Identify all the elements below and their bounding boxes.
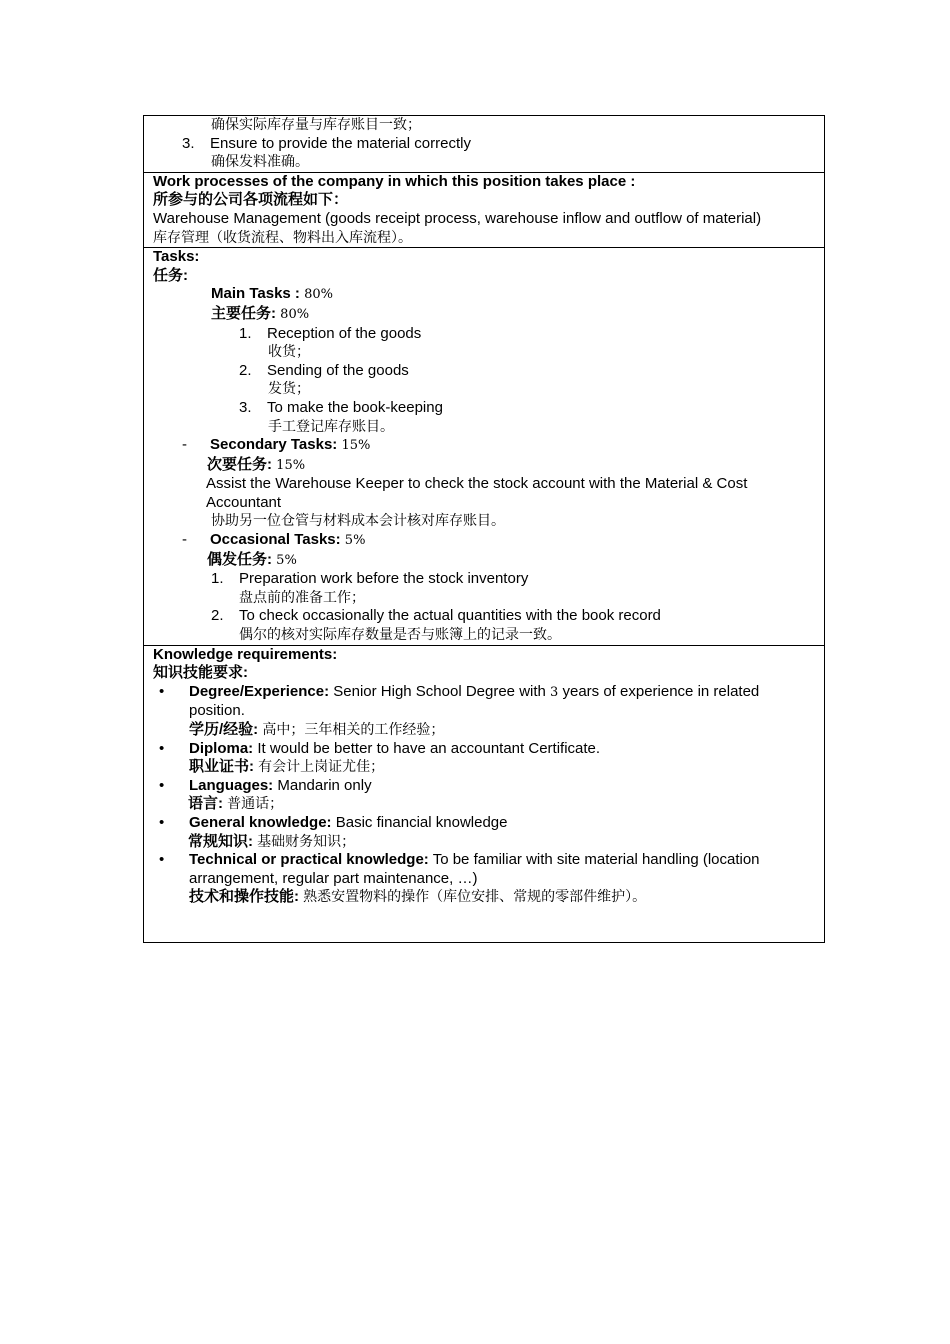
knowledge-item-diploma-zh <box>153 758 815 777</box>
main-tasks-zh-percent: 80% <box>280 306 310 322</box>
main-task-item-3 <box>153 399 815 418</box>
item-text: Mandarin only <box>277 776 372 794</box>
item-3-zh: 确保发料准确。 <box>211 154 309 171</box>
knowledge-heading-en: Knowledge requirements: <box>153 645 338 663</box>
knowledge-item-languages <box>153 777 815 796</box>
work-processes-cell <box>144 172 825 247</box>
job-description-table <box>143 115 825 943</box>
item-text: It would be better to have an accountant Certificate. <box>257 739 601 757</box>
main-tasks-label: Main Tasks : <box>211 285 300 303</box>
knowledge-heading-zh: 知识技能要求: <box>153 664 248 682</box>
occasional-tasks-zh-label: 偶发任务: <box>207 550 272 568</box>
item-zh-label: 语言: <box>188 795 223 813</box>
item-text: Senior High School Degree with <box>333 682 551 700</box>
main-tasks-percent: 80% <box>304 287 333 303</box>
main-task-item-2 <box>153 362 815 381</box>
knowledge-item-technical-wrap: arrangement, regular part maintenance, …) <box>189 869 478 887</box>
occasional-tasks-en <box>153 531 815 551</box>
item-zh-label: 技术和操作技能: <box>189 888 299 906</box>
item-3 <box>153 135 815 154</box>
item-zh-text: 有会计上岗证尤佳； <box>258 759 385 776</box>
item-zh-text: 基础财务知识； <box>257 833 356 850</box>
occasional-tasks-zh <box>153 551 815 571</box>
knowledge-item-degree <box>153 683 815 703</box>
item-zh-label: 常规知识: <box>188 832 253 850</box>
bullet-icon: • <box>159 851 165 869</box>
main-task-item-3-zh: 手工登记库存账目。 <box>268 418 394 435</box>
occasional-tasks-label: Occasional Tasks: <box>210 531 341 549</box>
item-label: Diploma: <box>189 739 254 757</box>
occasional-tasks-percent: 5% <box>344 533 366 549</box>
work-processes-heading-zh: 所参与的公司各项流程如下： <box>153 191 349 209</box>
item-number: 2. <box>239 361 252 379</box>
knowledge-item-technical-zh <box>153 888 815 907</box>
item-zh-label: 职业证书: <box>189 758 254 776</box>
item-number: 3. <box>239 398 252 416</box>
bullet-icon: • <box>159 739 165 757</box>
responsibilities-cell <box>144 116 825 173</box>
item-label: General knowledge: <box>189 813 332 831</box>
occasional-task-item-1 <box>153 570 815 589</box>
main-tasks-zh-label: 主要任务: <box>211 304 276 322</box>
item-2-zh: 确保实际库存量与库存账目一致； <box>211 117 421 133</box>
main-task-item-2-zh: 发货； <box>268 381 310 398</box>
secondary-tasks-text-2: Accountant <box>206 493 282 511</box>
dash-marker: - <box>182 436 187 454</box>
occasional-tasks-zh-percent: 5% <box>276 552 297 568</box>
secondary-tasks-zh-label: 次要任务: <box>207 455 272 473</box>
dash-marker: - <box>182 531 187 549</box>
item-text: Basic financial knowledge <box>335 813 508 831</box>
bullet-icon: • <box>159 776 165 794</box>
main-tasks-en <box>153 285 815 305</box>
work-processes-row <box>144 172 825 247</box>
knowledge-item-general-zh <box>153 833 815 852</box>
item-zh-label: 学历/经验: <box>189 721 259 738</box>
work-processes-body-en: Warehouse Management (goods receipt process, warehouse inflow and outflow of material) <box>153 209 762 227</box>
item-label: Degree/Experience: <box>189 682 330 700</box>
item-label: Technical or practical knowledge: <box>189 851 429 869</box>
item-3-number: 3. <box>182 134 195 152</box>
responsibilities-continuation-row <box>144 116 825 173</box>
occasional-task-item-1-zh: 盘点前的准备工作； <box>239 589 365 606</box>
work-processes-heading-en: Work processes of the company in which this position takes place : <box>153 172 636 190</box>
item-text: To be familiar with site material handling (location <box>432 851 760 869</box>
secondary-tasks-text-1: Assist the Warehouse Keeper to check the stock account with the Material & Cost <box>206 475 748 493</box>
item-zh-text: 高中；三年相关的工作经验； <box>262 722 445 738</box>
item-number: 3 <box>550 684 559 700</box>
knowledge-item-languages-zh <box>153 795 815 814</box>
knowledge-item-degree-wrap: position. <box>189 702 245 720</box>
knowledge-item-general <box>153 814 815 833</box>
tasks-cell <box>144 248 825 645</box>
main-task-item-1 <box>153 325 815 344</box>
work-processes-body-zh: 库存管理（收货流程、物料出入库流程）。 <box>153 229 412 246</box>
secondary-tasks-en <box>153 436 815 456</box>
occasional-task-item-2-zh: 偶尔的核对实际库存数量是否与账簿上的记录一致。 <box>239 627 561 644</box>
tasks-row <box>144 248 825 645</box>
secondary-tasks-zh <box>153 456 815 476</box>
knowledge-item-degree-zh <box>153 721 815 740</box>
item-text-cont: years of experience in related <box>558 682 760 700</box>
item-number: 1. <box>239 324 252 342</box>
knowledge-item-technical <box>153 851 815 870</box>
bullet-icon: • <box>159 682 165 700</box>
item-number: 2. <box>211 607 224 625</box>
item-zh-text: 普通话； <box>227 796 284 813</box>
knowledge-item-diploma <box>153 740 815 759</box>
item-text: Reception of the goods <box>267 324 422 342</box>
knowledge-requirements-cell <box>144 645 825 942</box>
secondary-tasks-zh-text: 协助另一位仓管与材料成本会计核对库存账目。 <box>211 513 505 530</box>
item-text: To make the book-keeping <box>267 398 443 416</box>
tasks-heading-en: Tasks: <box>153 248 200 266</box>
occasional-task-item-2 <box>153 607 815 626</box>
secondary-tasks-percent: 15% <box>341 438 371 454</box>
item-text: To check occasionally the actual quantities with the book record <box>239 607 661 625</box>
secondary-tasks-label: Secondary Tasks: <box>210 436 338 454</box>
item-3-en: Ensure to provide the material correctly <box>210 134 471 152</box>
item-label: Languages: <box>189 776 274 794</box>
bullet-icon: • <box>159 813 165 831</box>
item-text: Preparation work before the stock inventory <box>239 570 529 588</box>
item-text: Sending of the goods <box>267 361 409 379</box>
main-task-item-1-zh: 收货； <box>268 344 310 361</box>
item-number: 1. <box>211 570 224 588</box>
knowledge-requirements-row <box>144 645 825 942</box>
secondary-tasks-zh-percent: 15% <box>276 457 306 473</box>
tasks-heading-zh: 任务: <box>153 266 188 284</box>
item-zh-text: 熟悉安置物料的操作（库位安排、常规的零部件维护）。 <box>303 889 647 906</box>
main-tasks-zh <box>153 305 815 325</box>
